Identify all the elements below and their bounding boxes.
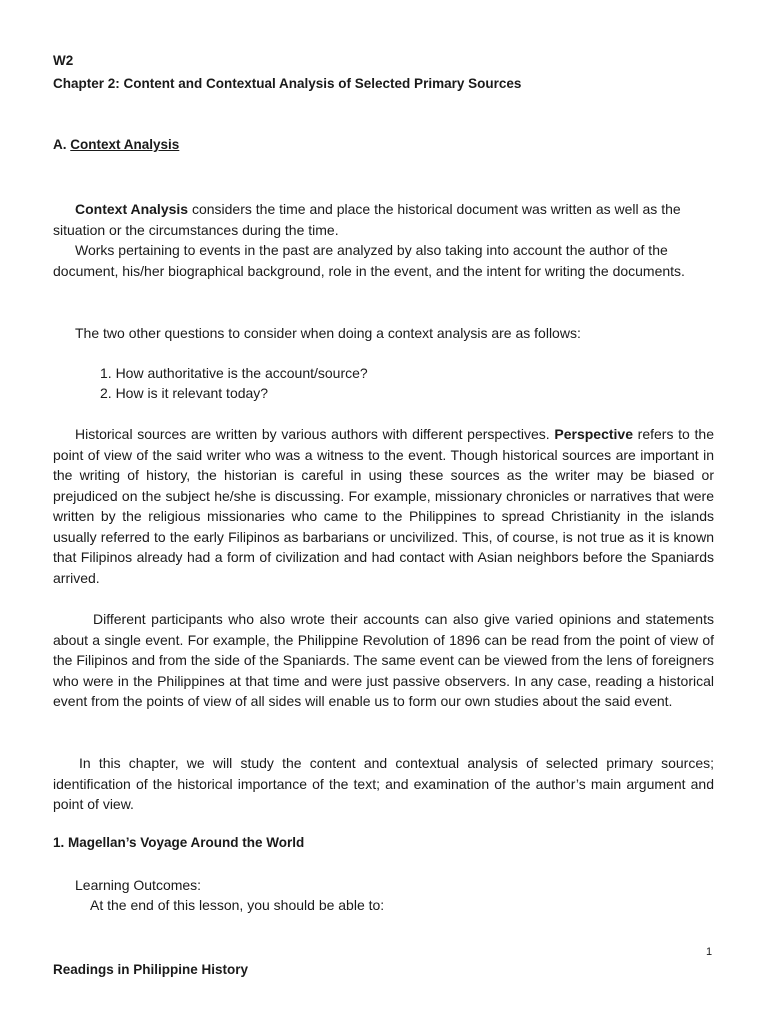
section-a-title: Context Analysis	[70, 137, 180, 152]
learning-outcomes-label: Learning Outcomes:	[75, 877, 202, 893]
page-number: 1	[706, 946, 713, 958]
section-a-heading	[53, 137, 714, 152]
list-item: 1. How authoritative is the account/source?	[100, 365, 368, 381]
perspective-intro: Historical sources are written by various authors with different perspectives.	[75, 426, 555, 442]
questions-list	[100, 363, 368, 403]
context-analysis-definition: considers the time and place the historical document was written as well as the situation or the circumstances during the time.	[53, 201, 681, 238]
chapter-title: Chapter 2: Content and Contextual Analysis of Selected Primary Sources	[53, 76, 522, 91]
paragraph-works-pertaining: Works pertaining to events in the past are analyzed by also taking into account the author of the document, his/her biographical background, role in the event, and the intent for writing the documents.	[53, 242, 685, 279]
week-label: W2	[53, 53, 74, 68]
perspective-definition: refers to the point of view of the said writer who was a witness to the event. Though historical sources are important in the writing of history, the historian is careful in using these sources as the writer may be biased or prejudiced on the subject he/she is discussing. For example, missionary chronicles or narratives that were written by the religious missionaries who came to the Philippines to spread Christianity in the islands usually referred to the early Filipinos as barbarians or uncivilized. This, of course, is not true as it is known that Filipinos already had a form of civilization and had contact with Asian neighbors before the Spaniards arrived.	[53, 426, 715, 586]
paragraph-context-analysis	[53, 199, 714, 240]
list-item: 2. How is it relevant today?	[100, 385, 269, 401]
paragraph-participants: Different participants who also wrote their accounts can also give varied opinions and statements about a single event. For example, the Philippine Revolution of 1896 can be read from the point of view of the Filipinos and from the side of the Spaniards. The same event can be viewed from the lens of foreigners who were in the Philippines at that time and were just passive observers. In any case, reading a historical event from the points of view of all sides will enable us to form our own studies about the said event.	[53, 611, 714, 709]
paragraph-perspective	[53, 424, 714, 588]
lesson-intro: At the end of this lesson, you should be able to:	[90, 897, 385, 913]
paragraph-two-questions: The two other questions to consider when doing a context analysis are as follows:	[75, 325, 581, 341]
paragraph-chapter-overview: In this chapter, we will study the content and contextual analysis of selected primary sources; identification of the historical importance of the text; and examination of the author’s main argument and point of view.	[53, 755, 714, 812]
footer-course-title: Readings in Philippine History	[53, 962, 249, 977]
perspective-term: Perspective	[554, 426, 633, 442]
section-a-prefix: A.	[53, 137, 67, 152]
context-analysis-term: Context Analysis	[75, 201, 189, 217]
section-1-heading: 1. Magellan’s Voyage Around the World	[53, 835, 305, 850]
